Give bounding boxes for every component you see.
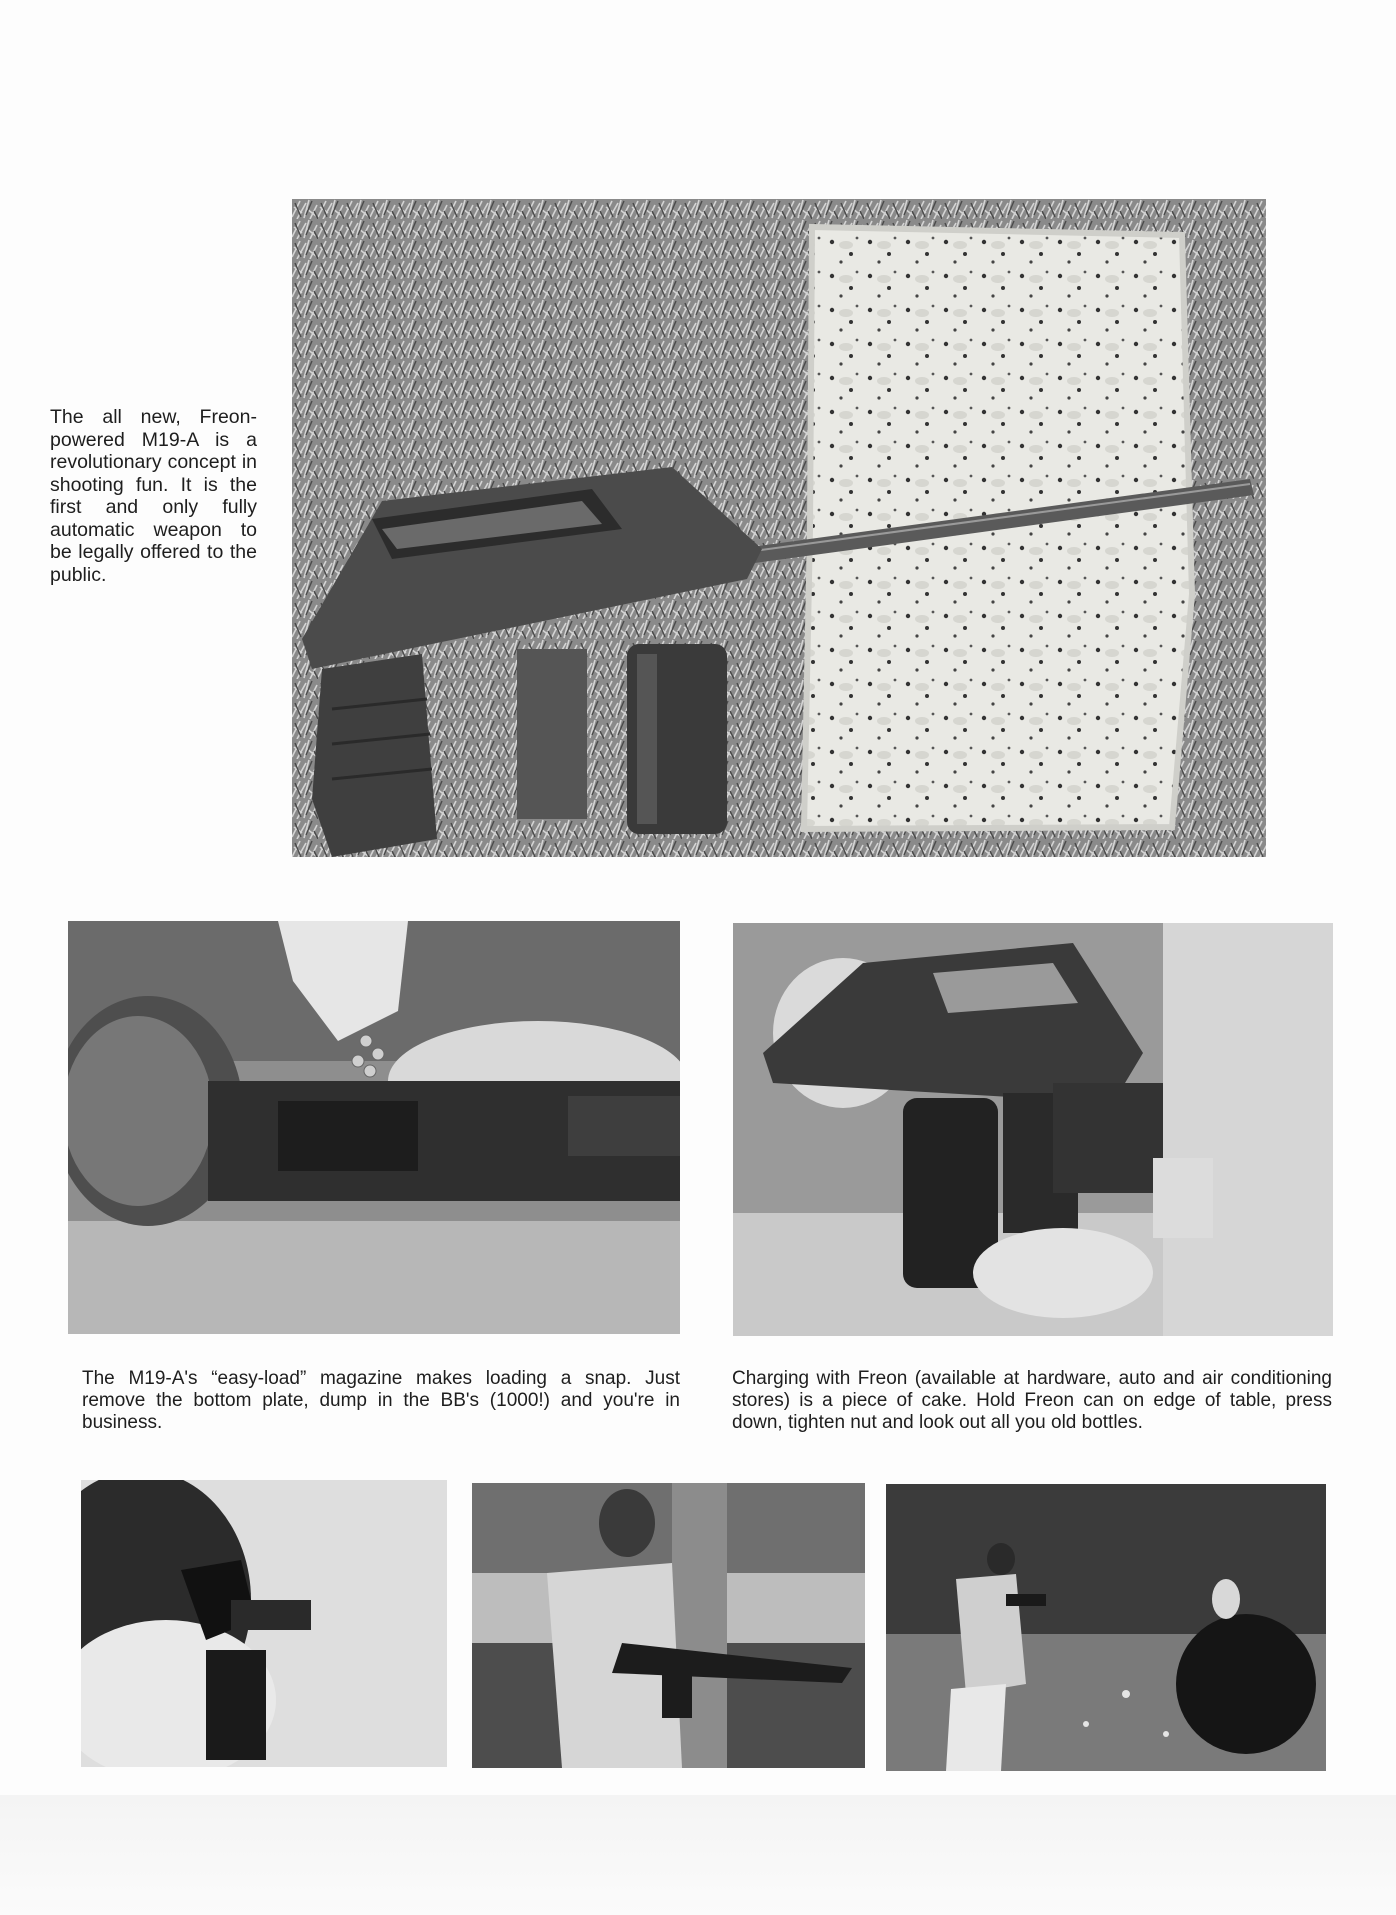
intro-caption: The all new, Freon-powered M19-A is a revolutionary concept in shooting fun. It is the first and only fully automatic weapon to be legally offered to the public. bbox=[50, 406, 257, 586]
charging-caption: Charging with Freon (available at hardware, auto and air conditioning stores) is a piece of cake. Hold Freon can on edge of table, press down, tighten nut and look out all you old bottles. bbox=[732, 1368, 1332, 1433]
hero-photo bbox=[292, 199, 1266, 857]
page-bottom-edge bbox=[0, 1795, 1396, 1915]
strip-photo-left bbox=[81, 1480, 447, 1767]
strip-photo-middle bbox=[472, 1483, 865, 1768]
loading-photo bbox=[68, 921, 680, 1334]
easy-load-caption: The M19-A's “easy-load” magazine makes loading a snap. Just remove the bottom plate, dump in the BB's (1000!) and you're in business. bbox=[82, 1368, 680, 1433]
charging-photo bbox=[733, 923, 1333, 1336]
strip-photo-right bbox=[886, 1484, 1326, 1771]
